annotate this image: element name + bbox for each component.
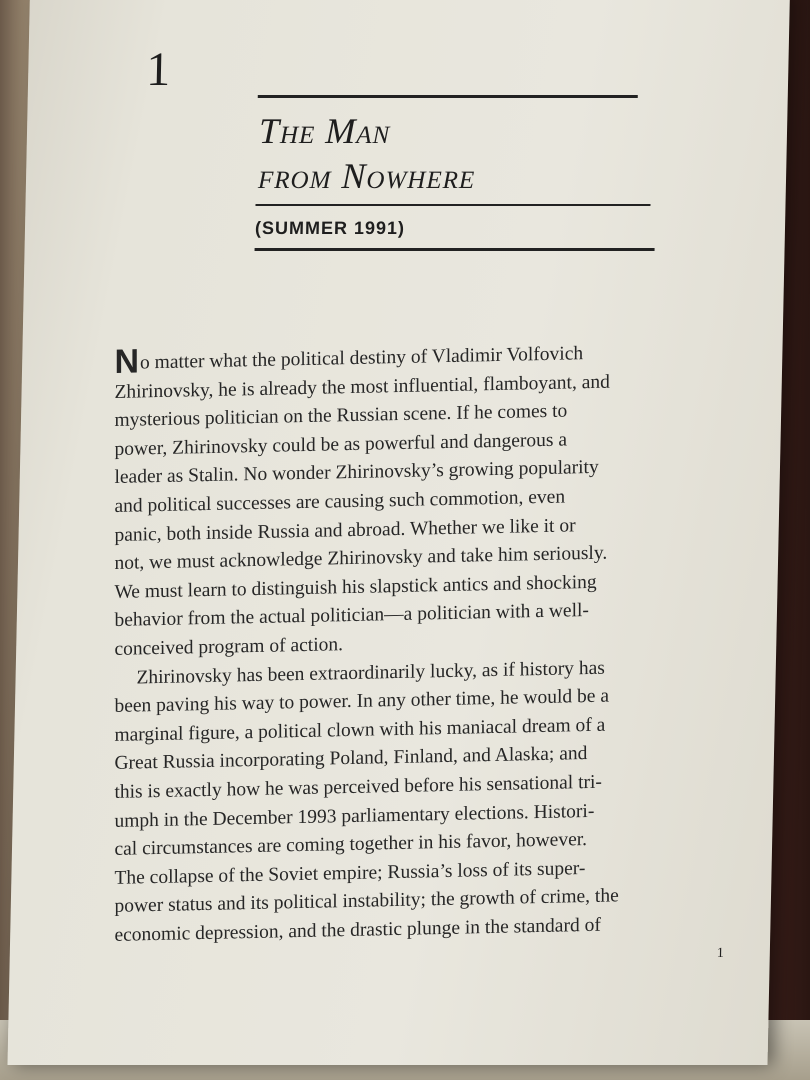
- paragraph-line: mysterious politician on the Russian scene. If he comes to: [114, 400, 568, 432]
- paragraph-line: umph in the December 1993 parliamentary elections. Histori-: [114, 800, 595, 832]
- paragraph-line: Zhirinovsky has been extraordinarily lucky, as if history has: [136, 657, 605, 688]
- body-text: [114, 337, 744, 951]
- paragraph-line: leader as Stalin. No wonder Zhirinovsky’s growing popularity: [114, 457, 599, 489]
- chapter-subtitle: (SUMMER 1991): [254, 218, 406, 238]
- paragraph-line: been paving his way to power. In any other time, he would be a: [114, 685, 609, 718]
- paragraph-line: Great Russia incorporating Poland, Finland, and Alaska; and: [114, 743, 588, 775]
- title-rule-bottom: [255, 248, 655, 251]
- drop-cap: N: [114, 342, 140, 381]
- paragraph-line: power status and its political instability; the growth of crime, the: [114, 885, 619, 918]
- paragraph-1: [114, 337, 744, 665]
- paragraph-line: panic, both inside Russia and abroad. Whether we like it or: [114, 514, 576, 546]
- paragraph-line: economic depression, and the drastic plunge in the standard of: [114, 914, 601, 946]
- book-page: [7, 0, 790, 1065]
- paragraph-line: behavior from the actual politician—a politician with a well-: [114, 600, 589, 632]
- chapter-number: 1: [145, 43, 171, 96]
- paragraph-line: marginal figure, a political clown with his maniacal dream of a: [114, 714, 606, 746]
- paragraph-line: The collapse of the Soviet empire; Russia’s loss of its super-: [114, 857, 586, 889]
- paragraph-line-text: o matter what the political destiny of Vladimir Volfovich: [140, 343, 584, 374]
- paragraph-line: not, we must acknowledge Zhirinovsky and take him seriously.: [114, 542, 608, 575]
- chapter-title-line2: from Nowhere: [257, 156, 476, 196]
- title-rule-top: [258, 95, 638, 98]
- paragraph-line: Zhirinovsky, he is already the most influential, flamboyant, and: [114, 371, 610, 403]
- chapter-title-line1: The Man: [258, 111, 391, 151]
- title-rule-middle: [255, 204, 650, 206]
- paragraph-line: conceived program of action.: [114, 634, 344, 660]
- paragraph-line: and political successes are causing such commotion, even: [114, 486, 566, 517]
- paragraph-line: power, Zhirinovsky could be as powerful and dangerous a: [114, 429, 568, 460]
- paragraph-line: We must learn to distinguish his slapstick antics and shocking: [114, 571, 597, 603]
- paragraph-2: [114, 651, 744, 950]
- paragraph-line: this is exactly how he was perceived before his sensational tri-: [114, 771, 602, 803]
- page-number: 1: [716, 946, 724, 961]
- paragraph-line: cal circumstances are coming together in his favor, however.: [114, 829, 588, 860]
